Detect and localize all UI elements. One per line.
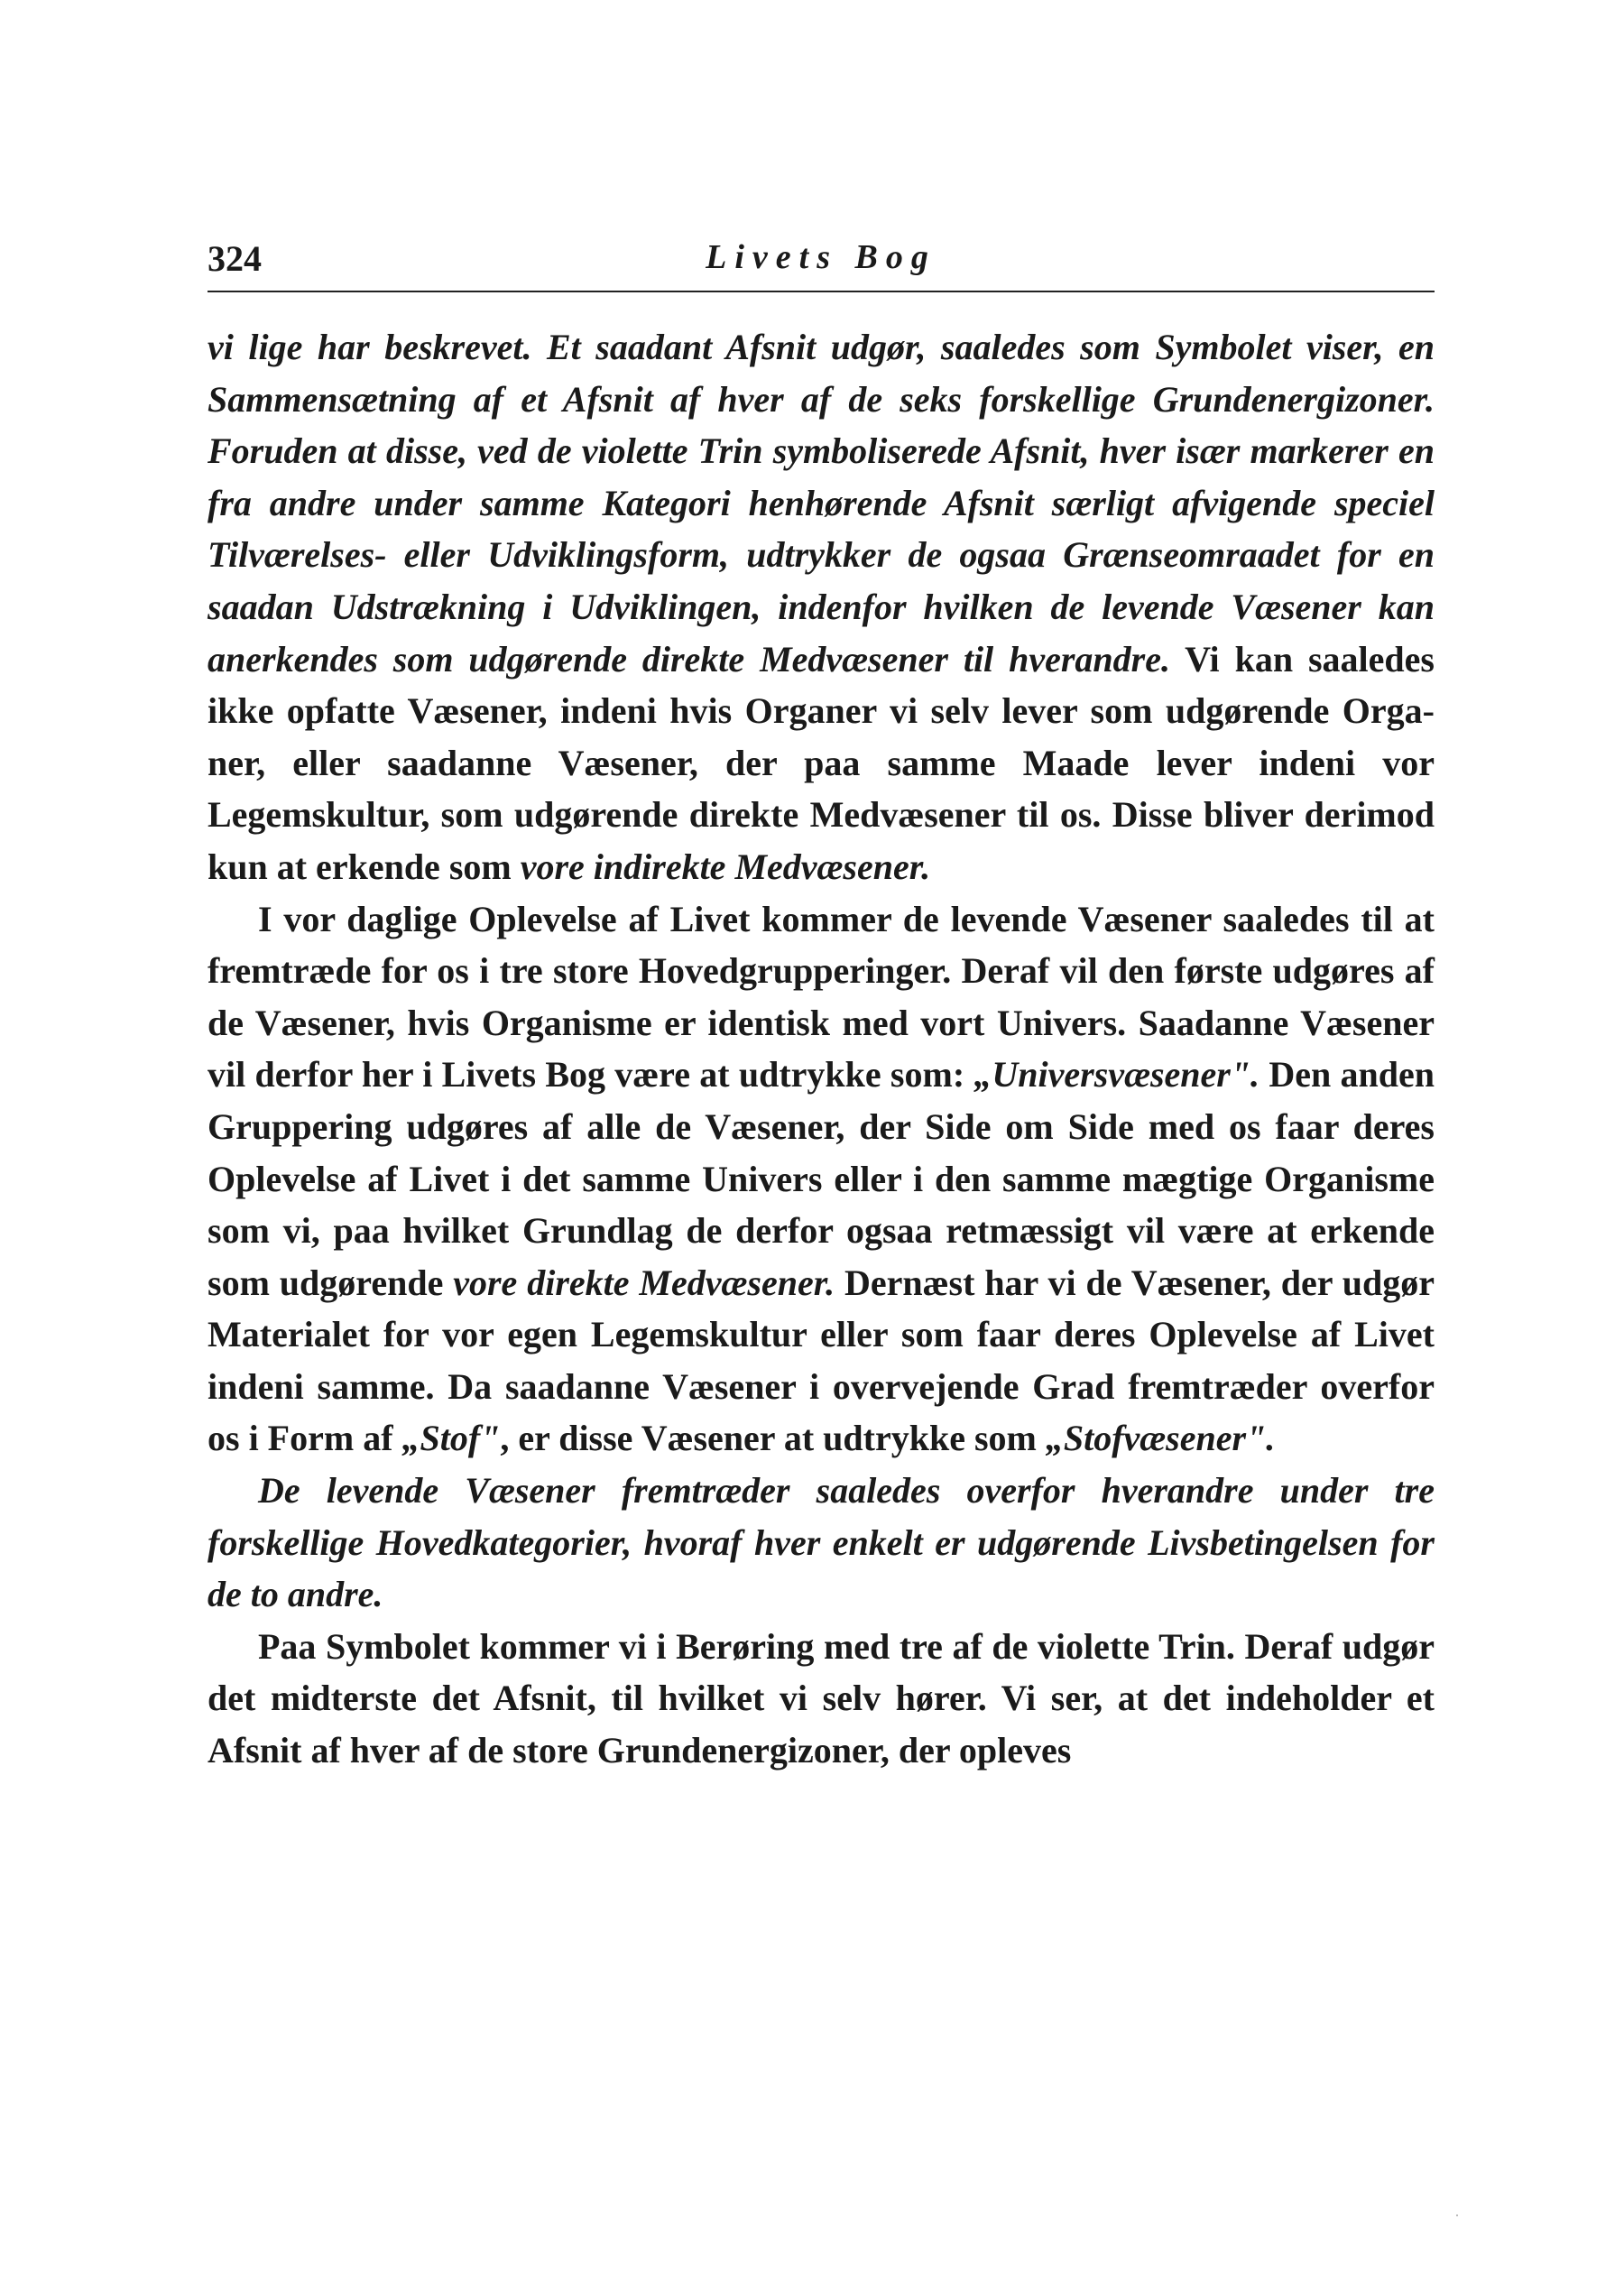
page-number: 324 (208, 238, 262, 279)
body-text (208, 321, 1435, 1777)
running-title: Livets Bog (706, 238, 937, 276)
scan-speck (1456, 2214, 1458, 2216)
italic-text-segment: „Stof" (401, 1418, 501, 1459)
text-segment: Den anden Gruppering udgøres af alle de Væsener, der Side om Side med os faar deres Oplevelse af Livet i det samme Univers eller i den samme mægtige Organisme som vi, paa hvilket Grundlag de derfor ogsaa retmæssigt vil være at erkende som udgørende (208, 1054, 1435, 1303)
paragraph (208, 321, 1435, 893)
text-segment: Paa Symbolet kommer vi i Berøring med tre af de violette Trin. Deraf udgør det midterste det Afsnit, til hvilket vi selv hører. Vi ser, at det indeholder et Afsnit af hver af de store Grundenergizoner, der opleves (208, 1625, 1435, 1771)
italic-text-segment: vore indirekte Medvæsener. (520, 846, 931, 887)
italic-text-segment: vi lige har beskrevet. Et saadant Afsnit udgør, saaledes som Symbolet viser, en Sammensætning af et Afsnit af hver af de seks forskellige Grundenergizoner. Foruden at disse, ved de violette Trin symboliserede Afsnit, hver især markerer en fra andre under samme Kategori henhørende Afsnit særligt afvigende speciel Tilværelses- eller Udviklingsform, udtrykker de ogsaa Grænseomraadet for en saadan Udstrækning i Udviklingen, indenfor hvilken de levende Væsener kan anerkendes som udgørende direkte Medvæsener til hverandre. (208, 327, 1435, 680)
paragraph (208, 1621, 1435, 1777)
text-segment: Vi kan saaledes ikke opfatte Væsener, indeni hvis Organer vi selv lever som udgørende Organer, eller saadanne Væsener, der paa samme Maade lever indeni vor Legemskultur, som udgørende direkte Medvæsener til os. Disse bliver derimod kun at erkende som (208, 638, 1435, 887)
text-segment: I vor daglige Oplevelse af Livet kommer de levende Væsener saaledes til at fremtræde for os i tre store Hovedgrupperinger. Deraf vil den første udgøres af de Væsener, hvis Organisme er identisk med vort Univers. Saadanne Væsener vil derfor her i Livets Bog være at udtrykke som: (208, 898, 1435, 1096)
paragraph (208, 893, 1435, 1465)
text-segment: Dernæst har vi de Væsener, der udgør Materialet for vor egen Legemskultur eller som faar deres Oplevelse af Livet indeni samme. Da saadanne Væsener i overvejende Grad fremtræder overfor os i Form af (208, 1262, 1435, 1459)
italic-text-segment: vore direkte Medvæsener. (453, 1262, 835, 1303)
italic-text-segment: „Stofvæsener". (1045, 1418, 1276, 1459)
page-header (208, 230, 1435, 288)
header-rule (208, 291, 1435, 292)
italic-text-segment: De levende Væsener fremtræder saaledes overfor hverandre under tre forskellige Hovedkategorier, hvoraf hver enkelt er udgørende Livsbetingelsen for de to andre. (208, 1470, 1435, 1615)
paragraph (208, 1465, 1435, 1621)
text-segment: , er disse Væsener at udtrykke som (500, 1418, 1046, 1459)
italic-text-segment: „Universvæsener". (973, 1054, 1260, 1096)
